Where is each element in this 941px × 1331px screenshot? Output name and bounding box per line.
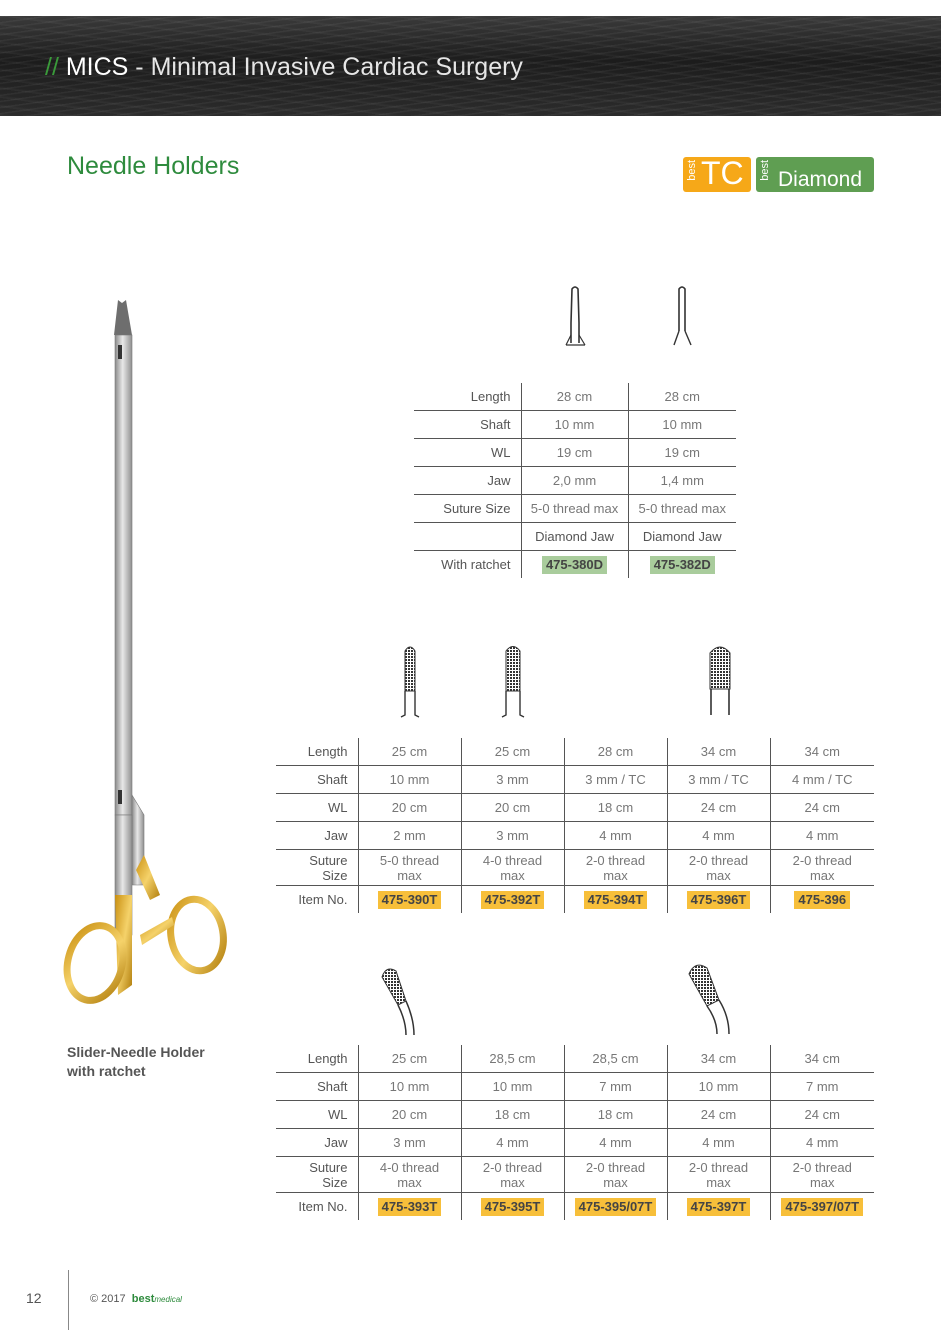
table-row [276, 886, 874, 914]
footer-divider [68, 1270, 69, 1330]
row-label: Length [414, 383, 521, 411]
row-label [414, 523, 521, 551]
table-row [276, 1101, 874, 1129]
table-cell: 28 cm [564, 738, 667, 766]
row-label: WL [276, 1101, 358, 1129]
table-cell: 4 mm [564, 1129, 667, 1157]
table-cell: 7 mm [564, 1073, 667, 1101]
row-label: Jaw [414, 467, 521, 495]
table-cell: 4 mm [770, 1129, 874, 1157]
table-cell: 10 mm [358, 1073, 461, 1101]
table-row [414, 551, 736, 579]
suture-line-2: max [603, 1174, 628, 1190]
brand-name: best [131, 1293, 155, 1305]
table-cell [461, 1157, 564, 1193]
table-cell: 28,5 cm [564, 1045, 667, 1073]
table-cell: 4 mm / TC [770, 766, 874, 794]
table-cell: 10 mm [358, 766, 461, 794]
suture-line-2: max [706, 1174, 731, 1190]
table-row [276, 766, 874, 794]
table-cell: 19 cm [628, 439, 736, 467]
table-cell: 4 mm [770, 822, 874, 850]
suture-line-2: max [397, 1174, 422, 1190]
spec-table-curved [276, 1045, 874, 1220]
suture-label-2: Size [322, 867, 348, 883]
table-row [276, 1129, 874, 1157]
table-cell: 18 cm [564, 1101, 667, 1129]
header-banner [0, 16, 941, 116]
table-cell: 1,4 mm [628, 467, 736, 495]
table-row [414, 495, 736, 523]
table-cell: 4 mm [667, 1129, 770, 1157]
spec-table-diamond [414, 383, 736, 578]
caption-line-2: with ratchet [67, 1063, 146, 1079]
item-number: 475-395/07T [575, 1198, 657, 1216]
table-cell: 10 mm [461, 1073, 564, 1101]
table-cell: 3 mm / TC [667, 766, 770, 794]
table-cell: 2 mm [358, 822, 461, 850]
caption-line-1: Slider-Needle Holder [67, 1044, 205, 1060]
table-row [414, 467, 736, 495]
jaw-icon-straight-serrated-large [705, 641, 735, 719]
suture-line-1: 4-0 thread [482, 852, 543, 868]
table-cell: 5-0 thread max [521, 495, 628, 523]
suture-line-1: 2-0 thread [482, 1159, 543, 1175]
item-number: 475-390T [378, 891, 442, 909]
item-number: 475-397T [687, 1198, 751, 1216]
table-cell: 24 cm [667, 794, 770, 822]
row-label: Shaft [414, 411, 521, 439]
table-cell: 4 mm [461, 1129, 564, 1157]
suture-line-2: max [603, 867, 628, 883]
table-cell: 25 cm [358, 1045, 461, 1073]
row-label: Length [276, 738, 358, 766]
suture-line-1: 2-0 thread [792, 852, 852, 868]
header-title-rest: - Minimal Invasive Cardiac Surgery [128, 53, 523, 81]
table-cell: 20 cm [461, 794, 564, 822]
suture-label-1: Suture [309, 852, 348, 868]
row-label: Jaw [276, 822, 358, 850]
suture-line-1: 2-0 thread [585, 1159, 646, 1175]
jaw-icon-curved-small [376, 963, 420, 1037]
product-caption [67, 1043, 205, 1081]
table-cell [564, 850, 667, 886]
table-cell: 4 mm [667, 822, 770, 850]
table-cell: 28 cm [521, 383, 628, 411]
table-cell: 34 cm [770, 1045, 874, 1073]
table-row [276, 794, 874, 822]
table-cell [770, 850, 874, 886]
table-row [276, 1073, 874, 1101]
jaw-icon-straight-serrated-medium [501, 641, 525, 719]
brand-sub: medical [154, 1295, 182, 1304]
item-number: 475-395T [481, 1198, 545, 1216]
table-cell: 20 cm [358, 794, 461, 822]
table-cell [461, 850, 564, 886]
row-label: Jaw [276, 1129, 358, 1157]
needle-holder-image [60, 295, 235, 1015]
header-slashes: // [45, 53, 59, 81]
table-cell: 34 cm [667, 738, 770, 766]
best-diamond-logo [756, 157, 874, 192]
item-number: 475-382D [650, 556, 715, 574]
copyright-text: © 2017 [90, 1293, 126, 1305]
table-cell: 2,0 mm [521, 467, 628, 495]
suture-label-2: Size [322, 1174, 348, 1190]
item-number: 475-392T [481, 891, 545, 909]
table-cell: 34 cm [667, 1045, 770, 1073]
table-row [276, 1193, 874, 1221]
item-number: 475-396 [794, 891, 850, 909]
table-cell: 3 mm [358, 1129, 461, 1157]
table-cell: 25 cm [461, 738, 564, 766]
table-row [414, 411, 736, 439]
table-row [414, 439, 736, 467]
page-header-title [45, 53, 523, 82]
table-cell: 5-0 thread max [628, 495, 736, 523]
row-label [276, 850, 358, 886]
item-number: 475-396T [687, 891, 751, 909]
table-cell [564, 1157, 667, 1193]
section-title: Needle Holders [67, 152, 240, 180]
table-cell: 10 mm [628, 411, 736, 439]
footer-copyright [90, 1293, 182, 1305]
table-row [276, 822, 874, 850]
row-label: Item No. [298, 1199, 348, 1214]
table-cell: 10 mm [667, 1073, 770, 1101]
suture-label-1: Suture [309, 1159, 348, 1175]
row-label: WL [414, 439, 521, 467]
suture-line-1: 4-0 thread [379, 1159, 440, 1175]
table-cell: 18 cm [564, 794, 667, 822]
row-label: Item No. [298, 892, 348, 907]
table-cell: 24 cm [770, 794, 874, 822]
jaw-icon-straight-serrated-small [399, 641, 421, 719]
jaw-icon-straight-diamond [563, 283, 589, 347]
table-row [276, 850, 874, 886]
suture-line-2: max [500, 867, 525, 883]
table-cell: 3 mm / TC [564, 766, 667, 794]
jaw-icon-curved-large [683, 960, 733, 1036]
spec-table-straight [276, 738, 874, 913]
page-number: 12 [26, 1290, 42, 1306]
table-cell: 4 mm [564, 822, 667, 850]
table-row [414, 383, 736, 411]
brand-logo [132, 1293, 182, 1305]
table-row [276, 1157, 874, 1193]
table-cell [358, 850, 461, 886]
table-cell: 10 mm [521, 411, 628, 439]
table-cell: 25 cm [358, 738, 461, 766]
table-cell: 24 cm [667, 1101, 770, 1129]
table-cell: 7 mm [770, 1073, 874, 1101]
suture-line-2: max [500, 1174, 525, 1190]
table-cell: 3 mm [461, 822, 564, 850]
item-number: 475-380D [542, 556, 607, 574]
logo-diamond-small: best [759, 160, 771, 181]
table-cell: 24 cm [770, 1101, 874, 1129]
table-cell [358, 1157, 461, 1193]
item-number: 475-393T [378, 1198, 442, 1216]
suture-line-2: max [809, 867, 835, 883]
table-cell [770, 1157, 874, 1193]
table-row [276, 738, 874, 766]
row-label: With ratchet [441, 557, 511, 572]
suture-line-1: 2-0 thread [688, 852, 749, 868]
table-cell [667, 850, 770, 886]
table-cell: 28,5 cm [461, 1045, 564, 1073]
suture-line-1: 2-0 thread [688, 1159, 749, 1175]
table-cell: 28 cm [628, 383, 736, 411]
table-cell: 20 cm [358, 1101, 461, 1129]
table-row [276, 1045, 874, 1073]
header-title-strong: MICS [65, 53, 129, 81]
jaw-icon-straight-diamond-narrow [670, 283, 696, 347]
suture-line-1: 2-0 thread [585, 852, 646, 868]
table-cell: 34 cm [770, 738, 874, 766]
item-number: 475-394T [584, 891, 648, 909]
row-label: Shaft [276, 1073, 358, 1101]
suture-line-2: max [706, 867, 731, 883]
row-label: Length [276, 1045, 358, 1073]
table-cell [667, 1157, 770, 1193]
row-label: Shaft [276, 766, 358, 794]
suture-line-2: max [809, 1174, 835, 1190]
item-number: 475-397/07T [781, 1198, 863, 1216]
table-cell: Diamond Jaw [628, 523, 736, 551]
table-cell: 18 cm [461, 1101, 564, 1129]
best-tc-logo [683, 157, 751, 192]
row-label: Suture Size [414, 495, 521, 523]
suture-line-1: 2-0 thread [792, 1159, 852, 1175]
row-label [276, 1157, 358, 1193]
table-cell: 3 mm [461, 766, 564, 794]
logo-diamond-big: Diamond [778, 168, 863, 191]
table-cell: 19 cm [521, 439, 628, 467]
table-row [414, 523, 736, 551]
row-label: WL [276, 794, 358, 822]
suture-line-1: 5-0 thread [379, 852, 440, 868]
logo-tc-big: TC [701, 155, 744, 191]
logo-tc-small: best [686, 160, 698, 181]
table-cell: Diamond Jaw [521, 523, 628, 551]
suture-line-2: max [397, 867, 422, 883]
